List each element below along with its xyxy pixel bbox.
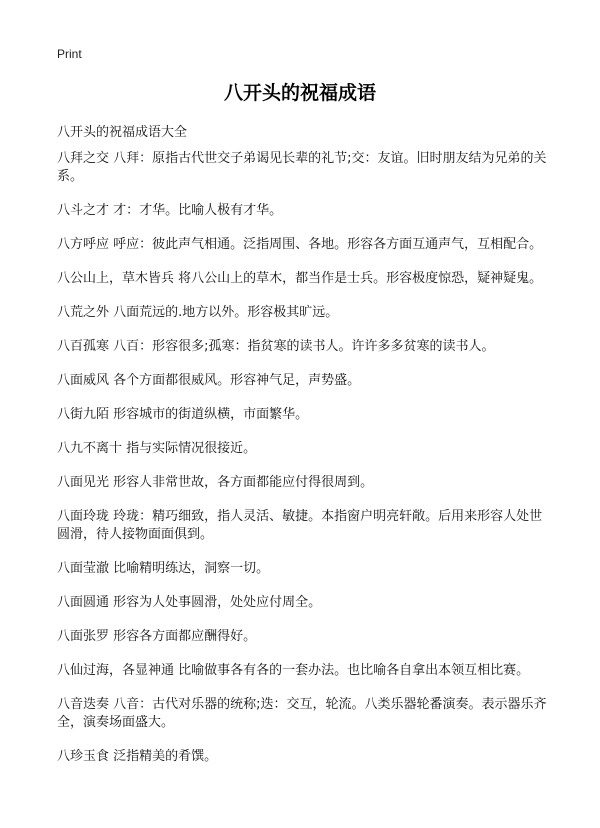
idiom-entry: 八面玲珑 玲珑：精巧细致，指人灵活、敏捷。本指窗户明亮轩敞。后用来形容人处世圆滑，待人接物面面俱到。 [57, 509, 543, 542]
idiom-entry: 八面见光 形容人非常世故，各方面都能应付得很周到。 [57, 475, 374, 490]
idiom-entry: 八面莹澈 比喻精明练达，洞察一切。 [57, 561, 270, 576]
idiom-entry: 八面张罗 形容各方面都应酬得好。 [57, 629, 257, 644]
idiom-entry: 八面威风 各个方面都很威风。形容神气足，声势盛。 [57, 373, 361, 388]
idiom-entry: 八百孤寒 八百：形容很多;孤寒：指贫寒的读书人。许许多多贫寒的读书人。 [57, 339, 495, 354]
idiom-entry: 八方呼应 呼应：彼此声气相通。泛指周围、各地。形容各方面互通声气，互相配合。 [57, 237, 543, 252]
print-link[interactable]: Print [57, 47, 82, 61]
idiom-entry: 八面圆通 形容为人处事圆滑，处处应付周全。 [57, 595, 322, 610]
idiom-entry: 八斗之才 才：才华。比喻人极有才华。 [57, 203, 283, 218]
page-subtitle: 八开头的祝福成语大全 [57, 125, 188, 140]
idiom-entry: 八拜之交 八拜：原指古代世交子弟谒见长辈的礼节;交：友谊。旧时朋友结为兄弟的关系。 [57, 151, 547, 184]
idiom-entry: 八仙过海，各显神通 比喻做事各有各的一套办法。也比喻各自拿出本领互相比赛。 [57, 663, 530, 678]
idiom-entry: 八公山上，草木皆兵 将八公山上的草木，都当作是士兵。形容极度惊恐，疑神疑鬼。 [57, 271, 543, 286]
idiom-list [57, 150, 547, 782]
idiom-entry: 八音迭奏 八音：古代对乐器的统称;迭：交互，轮流。八类乐器轮番演奏。表示器乐齐全，演奏场面盛大。 [57, 697, 547, 730]
page-title: 八开头的祝福成语 [223, 82, 376, 104]
idiom-entry: 八九不离十 指与实际情况很接近。 [57, 441, 257, 456]
idiom-entry: 八珍玉食 泛指精美的肴馔。 [57, 749, 218, 764]
idiom-entry: 八荒之外 八面荒远的.地方以外。形容极其旷远。 [57, 305, 339, 320]
idiom-entry: 八街九陌 形容城市的街道纵横，市面繁华。 [57, 407, 309, 422]
